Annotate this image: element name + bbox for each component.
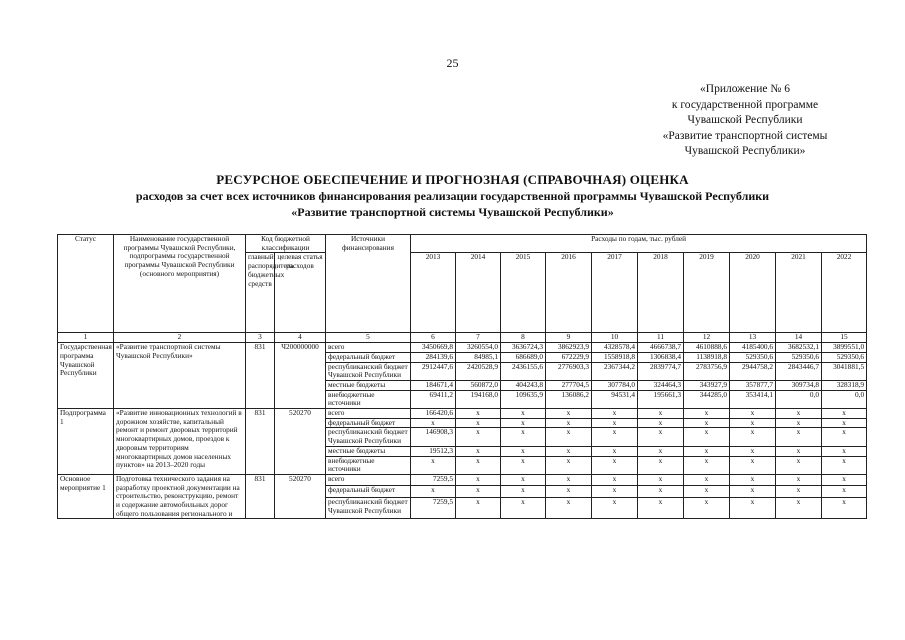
cell-value: 529350,6 [822,352,867,362]
cell-value: x [592,486,638,497]
cell-value: 69411,2 [411,390,456,408]
cell-value: 19512,3 [411,446,456,456]
cell-value: x [822,409,867,419]
row-source: местные бюджеты [326,446,411,456]
cell-value: x [684,428,730,446]
cell-value: 0,0 [776,390,822,408]
cell-value: x [456,446,501,456]
cell-value: x [501,418,546,428]
cell-value: x [684,474,730,485]
header-year: 2017 [592,253,638,333]
column-number: 12 [684,333,730,343]
cell-value: 2783756,9 [684,362,730,380]
cell-value: x [730,418,776,428]
row-source: федеральный бюджет [326,352,411,362]
cell-value: 686689,0 [501,352,546,362]
cell-value: 2776903,3 [546,362,592,380]
cell-value: x [456,418,501,428]
column-number: 4 [275,333,326,343]
cell-value: x [684,486,730,497]
cell-value: x [546,456,592,474]
appendix-line: к государственной программе [671,98,819,111]
cell-value: x [638,456,684,474]
row-status: Подпрограмма 1 [58,409,114,475]
cell-value: 343927,9 [684,380,730,390]
column-number: 3 [246,333,275,343]
cell-value: x [684,456,730,474]
cell-value: 529350,6 [776,352,822,362]
cell-value: x [684,418,730,428]
cell-value: x [776,456,822,474]
cell-value: x [501,474,546,485]
row-csr: Ч200000000 [275,343,326,409]
cell-value: x [822,428,867,446]
cell-value: 328318,9 [822,380,867,390]
header-year: 2013 [411,253,456,333]
cell-value: 1558918,8 [592,352,638,362]
cell-value: 307784,0 [592,380,638,390]
cell-value: x [638,474,684,485]
row-source: республиканский бюджет Чувашской Республики [326,497,411,519]
document-title [0,172,905,220]
row-name: «Развитие транспортной системы Чувашской Республики» [114,343,246,409]
cell-value: 2912447,6 [411,362,456,380]
cell-value: 353414,1 [730,390,776,408]
title-sub: расходов за счет всех источников финансирования реализации государственной программы Чувашской Республики [135,189,770,203]
cell-value: 166420,6 [411,409,456,419]
cell-value: 3260554,0 [456,343,501,353]
cell-value: x [456,428,501,446]
row-csr: 520270 [275,409,326,475]
cell-value: 404243,8 [501,380,546,390]
cell-value: 4328578,4 [592,343,638,353]
cell-value: x [592,418,638,428]
cell-value: x [776,497,822,519]
header-year: 2021 [776,253,822,333]
row-source: всего [326,409,411,419]
column-number: 15 [822,333,867,343]
header-year: 2015 [501,253,546,333]
cell-value: 3041881,5 [822,362,867,380]
table-row [58,343,867,353]
cell-value: x [546,428,592,446]
cell-value: x [456,474,501,485]
row-source: внебюджетные источники [326,456,411,474]
cell-value: 4610888,6 [684,343,730,353]
cell-value: 109635,9 [501,390,546,408]
appendix-note [640,82,850,160]
cell-value: 3450669,8 [411,343,456,353]
row-source: всего [326,343,411,353]
column-number: 2 [114,333,246,343]
column-number: 14 [776,333,822,343]
row-name: «Развитие инновационных технологий в дорожном хозяйстве, капитальный ремонт и ремонт дворовых территорий многоквартирных домов, проездов к дворовым территориям многоквартирных домов населенных пунктов» на 2013–2020 годы [114,409,246,475]
appendix-line: «Развитие транспортной системы [662,129,828,142]
cell-value: x [501,456,546,474]
column-number: 9 [546,333,592,343]
cell-value: 195661,3 [638,390,684,408]
header-year: 2014 [456,253,501,333]
cell-value: x [822,418,867,428]
cell-value: 3862923,9 [546,343,592,353]
cell-value: x [730,409,776,419]
cell-value: x [638,418,684,428]
cell-value: 1138918,8 [684,352,730,362]
cell-value: 146908,3 [411,428,456,446]
cell-value: x [546,497,592,519]
cell-value: 2436155,6 [501,362,546,380]
cell-value: x [776,418,822,428]
row-source: республиканский бюджет Чувашской Республики [326,362,411,380]
cell-value: 84985,1 [456,352,501,362]
cell-value: 560872,0 [456,380,501,390]
title-main: РЕСУРСНОЕ ОБЕСПЕЧЕНИЕ И ПРОГНОЗНАЯ (СПРАВОЧНАЯ) ОЦЕНКА [216,172,689,187]
column-number: 1 [58,333,114,343]
column-number: 6 [411,333,456,343]
appendix-line: «Приложение № 6 [700,83,790,95]
cell-value: 7259,5 [411,497,456,519]
cell-value: x [546,486,592,497]
header-name: Наименование государственной программы Чувашской Республики, подпрограммы государственной программы Чувашской Республики (основного мероприятия) [114,235,246,333]
cell-value: x [684,409,730,419]
cell-value: x [730,486,776,497]
cell-value: x [822,446,867,456]
cell-value: 309734,8 [776,380,822,390]
header-year: 2018 [638,253,684,333]
cell-value: x [822,486,867,497]
cell-value: 2843446,7 [776,362,822,380]
page-number: 25 [446,56,459,70]
row-source: всего [326,474,411,485]
cell-value: x [730,474,776,485]
table-row [58,474,867,485]
header-year: 2016 [546,253,592,333]
cell-value: 2944758,2 [730,362,776,380]
cell-value: x [411,456,456,474]
column-number: 5 [326,333,411,343]
cell-value: 3899551,0 [822,343,867,353]
cell-value: 344285,0 [684,390,730,408]
row-status: Государственная программа Чувашской Республики [58,343,114,409]
cell-value: 529350,6 [730,352,776,362]
column-number: 8 [501,333,546,343]
cell-value: 672229,9 [546,352,592,362]
column-number: 11 [638,333,684,343]
cell-value: 3636724,3 [501,343,546,353]
table-row [58,409,867,419]
cell-value: x [456,486,501,497]
cell-value: x [592,456,638,474]
cell-value: x [411,486,456,497]
cell-value: x [411,418,456,428]
header-year: 2019 [684,253,730,333]
cell-value: x [638,428,684,446]
cell-value: 7259,5 [411,474,456,485]
cell-value: x [546,409,592,419]
row-grbs: 831 [246,343,275,409]
cell-value: 324464,3 [638,380,684,390]
cell-value: x [730,456,776,474]
header-year: 2020 [730,253,776,333]
column-number: 13 [730,333,776,343]
cell-value: x [776,474,822,485]
header-years-title: Расходы по годам, тыс. рублей [411,235,867,253]
cell-value: x [638,486,684,497]
cell-value: x [730,428,776,446]
row-grbs: 831 [246,474,275,519]
resource-table [57,234,867,519]
cell-value: x [684,446,730,456]
cell-value: x [501,486,546,497]
row-source: федеральный бюджет [326,418,411,428]
cell-value: x [456,456,501,474]
cell-value: x [684,497,730,519]
appendix-line: Чувашской Республики» [684,145,806,157]
cell-value: 2420528,9 [456,362,501,380]
cell-value: x [730,497,776,519]
cell-value: x [822,497,867,519]
cell-value: 136086,2 [546,390,592,408]
cell-value: x [501,409,546,419]
cell-value: x [592,428,638,446]
cell-value: x [456,497,501,519]
cell-value: x [776,428,822,446]
cell-value: 1306838,4 [638,352,684,362]
cell-value: 0,0 [822,390,867,408]
cell-value: 284139,6 [411,352,456,362]
cell-value: 194168,0 [456,390,501,408]
cell-value: 277704,5 [546,380,592,390]
cell-value: x [592,446,638,456]
row-name: Подготовка технического задания на разработку проектной документации на строительство, реконструкцию, ремонт и содержание автомобильных дорог общего пользования регионального и [114,474,246,519]
cell-value: x [638,446,684,456]
cell-value: x [638,409,684,419]
cell-value: x [501,428,546,446]
row-csr: 520270 [275,474,326,519]
cell-value: x [592,497,638,519]
cell-value: x [592,409,638,419]
cell-value: 2367344,2 [592,362,638,380]
cell-value: x [822,456,867,474]
cell-value: x [776,409,822,419]
cell-value: 3682532,1 [776,343,822,353]
cell-value: 94531,4 [592,390,638,408]
cell-value: 184671,4 [411,380,456,390]
header-status: Статус [58,235,114,333]
header-code: Код бюджетной классификации [246,235,326,253]
cell-value: 357877,7 [730,380,776,390]
cell-value: 4666738,7 [638,343,684,353]
cell-value: x [592,474,638,485]
header-csr: целевая статья расходов [275,253,326,333]
row-grbs: 831 [246,409,275,475]
cell-value: x [546,474,592,485]
row-source: внебюджетные источники [326,390,411,408]
cell-value: x [456,409,501,419]
header-year: 2022 [822,253,867,333]
column-number: 10 [592,333,638,343]
cell-value: x [776,446,822,456]
row-source: местные бюджеты [326,380,411,390]
cell-value: x [546,446,592,456]
header-sources: Источники финансирования [326,235,411,333]
cell-value: x [501,497,546,519]
title-program: «Развитие транспортной системы Чувашской Республики» [291,205,614,219]
cell-value: 4185400,6 [730,343,776,353]
cell-value: x [501,446,546,456]
cell-value: x [546,418,592,428]
row-source: республиканский бюджет Чувашской Республики [326,428,411,446]
cell-value: x [638,497,684,519]
column-number: 7 [456,333,501,343]
row-source: федеральный бюджет [326,486,411,497]
row-status: Основное мероприятие 1 [58,474,114,519]
appendix-line: Чувашской Республики [687,114,803,126]
cell-value: x [776,486,822,497]
cell-value: x [822,474,867,485]
cell-value: x [730,446,776,456]
header-grbs: главный распорядитель бюджетных средств [246,253,275,333]
cell-value: 2839774,7 [638,362,684,380]
